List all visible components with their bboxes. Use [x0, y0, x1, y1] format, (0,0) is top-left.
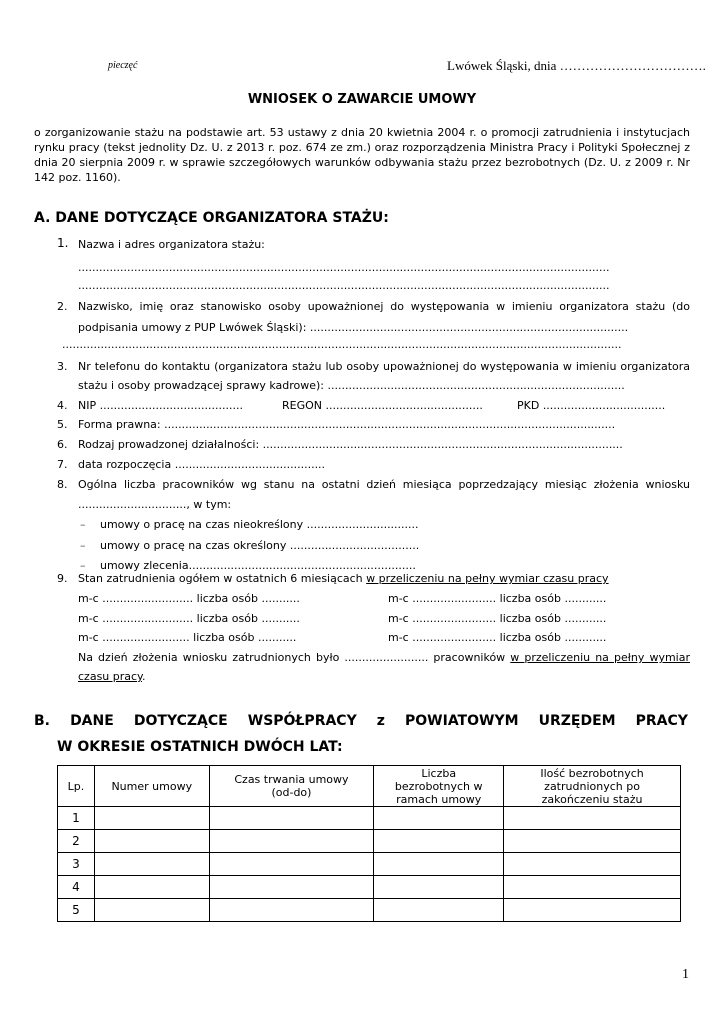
stamp-label: pieczęć [108, 60, 138, 71]
row-number: 2 [58, 830, 95, 853]
table-cell[interactable] [209, 830, 374, 853]
item-8-line-1: Ogólna liczba pracowników wg stanu na ostatni dzień miesiąca poprzedzający miesiąc złożenia wniosku [78, 478, 690, 491]
table-cell[interactable] [209, 876, 374, 899]
item-3-line-2: stażu i osoby prowadzącej sprawy kadrowe): ..................................................................................... [78, 379, 625, 392]
column-header-contract-number: Numer umowy [94, 766, 209, 807]
item-1-line-2: ........................................................................................................................................................ [78, 279, 610, 292]
section-a-title: A. DANE DOTYCZĄCE ORGANIZATORA STAŻU: [34, 210, 389, 226]
table-row [58, 807, 681, 830]
item-3-line-1: Nr telefonu do kontaktu (organizatora stażu lub osoby upoważnionej do występowania w imieniu organizatora [78, 360, 690, 373]
table-cell[interactable] [374, 807, 504, 830]
item-9-number: 9. [57, 572, 68, 585]
employment-row-right-1: m-c ........................ liczba osób ............ [388, 592, 607, 605]
item-2-line-2: podpisania umowy z PUP Lwówek Śląski): ........................................................................................... [78, 321, 629, 334]
employment-row-left-3: m-c ......................... liczba osób ........... [78, 631, 297, 644]
section-b-title-line-2: W OKRESIE OSTATNICH DWÓCH LAT: [57, 739, 343, 755]
legal-form-field: Forma prawna: ................................................................................................................................. [78, 418, 616, 431]
employment-row-right-3: m-c ........................ liczba osób ............ [388, 631, 607, 644]
item-2-line-1: Nazwisko, imię oraz stanowisko osoby upoważnionej do występowania w imieniu organizatora stażu (do [78, 300, 690, 313]
row-number: 1 [58, 807, 95, 830]
table-cell[interactable] [94, 853, 209, 876]
regon-field: REGON ............................................. [282, 399, 483, 412]
indefinite-contracts-field: umowy o pracę na czas nieokreślony ................................ [100, 518, 419, 531]
item-4-number: 4. [57, 399, 68, 412]
place-date-line: Lwówek Śląski, dnia ……………………………. [447, 58, 706, 73]
dash-2: – [80, 539, 86, 552]
item-6-number: 6. [57, 438, 68, 451]
employment-row-right-2: m-c ........................ liczba osób ............ [388, 612, 607, 625]
table-cell[interactable] [94, 899, 209, 922]
table-cell[interactable] [504, 899, 681, 922]
employment-row-left-1: m-c .......................... liczba osób ........... [78, 592, 300, 605]
item-9-lead: Stan zatrudnienia ogółem w ostatnich 6 miesiącach w przeliczeniu na pełny wymiar czasu pracy [78, 572, 609, 585]
item-1-line-1: ........................................................................................................................................................ [78, 261, 610, 274]
table-cell[interactable] [209, 807, 374, 830]
item-5-number: 5. [57, 418, 68, 431]
dash-1: – [80, 518, 86, 531]
table-cell[interactable] [374, 830, 504, 853]
pkd-field: PKD ................................... [517, 399, 666, 412]
table-cell[interactable] [209, 853, 374, 876]
table-cell[interactable] [94, 807, 209, 830]
column-header-unemployed-count: Liczba bezrobotnych w ramach umowy [374, 766, 504, 807]
application-date-employment: Na dzień złożenia wniosku zatrudnionych było ........................ pracowników w przeliczeniu na pełny wymiar [78, 651, 690, 664]
dash-3: – [80, 559, 86, 572]
business-activity-field: Rodzaj prowadzonej działalności: ....................................................................................................... [78, 438, 623, 451]
item-3-number: 3. [57, 360, 68, 373]
table-cell[interactable] [374, 899, 504, 922]
civil-contracts-field: umowy zlecenia................................................................. [100, 559, 416, 572]
row-number: 3 [58, 853, 95, 876]
nip-field: NIP ......................................... [78, 399, 243, 412]
document-title: WNIOSEK O ZAWARCIE UMOWY [247, 92, 477, 107]
column-header-lp: Lp. [58, 766, 95, 807]
employment-row-left-2: m-c .......................... liczba osób ........... [78, 612, 300, 625]
table-row [58, 853, 681, 876]
start-date-field: data rozpoczęcia ........................................... [78, 458, 326, 471]
table-cell[interactable] [374, 853, 504, 876]
item-1-number: 1. [57, 236, 69, 250]
table-cell[interactable] [504, 853, 681, 876]
application-date-employment-cont: czasu pracy. [78, 670, 146, 683]
table-row [58, 830, 681, 853]
item-2-line-3: ................................................................................................................................................................ [62, 338, 622, 351]
fixed-term-contracts-field: umowy o pracę na czas określony ..................................... [100, 539, 420, 552]
table-row [58, 876, 681, 899]
table-row [58, 899, 681, 922]
row-number: 4 [58, 876, 95, 899]
row-number: 5 [58, 899, 95, 922]
page-number: 1 [682, 967, 689, 982]
section-b-title-line-1: B. DANE DOTYCZĄCE WSPÓŁPRACY z POWIATOWYM URZĘDEM PRACY [34, 713, 688, 729]
table-cell[interactable] [504, 807, 681, 830]
table-cell[interactable] [374, 876, 504, 899]
table-cell[interactable] [94, 876, 209, 899]
intro-paragraph: o zorganizowanie stażu na podstawie art. 53 ustawy z dnia 20 kwietnia 2004 r. o promocji zatrudnienia i instytucjach rynku pracy (tekst jednolity Dz. U. z 2013 r. poz. 674 ze zm.) oraz rozporządzenia Ministra Pracy i Polityki Społecznej z dnia 20 sierpnia 2009 r. w sprawie szczegółowych warunków odbywania stażu przez bezrobotnych (Dz. U. z 2009 r. Nr 142 poz. 1160). [34, 126, 690, 184]
item-7-number: 7. [57, 458, 68, 471]
table-cell[interactable] [504, 876, 681, 899]
item-1-label: Nazwa i adres organizatora stażu: [78, 238, 265, 251]
table-cell[interactable] [94, 830, 209, 853]
column-header-contract-duration: Czas trwania umowy (od-do) [209, 766, 374, 807]
column-header-hired-after-internship: Ilość bezrobotnych zatrudnionych po zakończeniu stażu [504, 766, 681, 807]
item-2-number: 2. [57, 300, 68, 313]
item-8-number: 8. [57, 478, 68, 491]
table-cell[interactable] [504, 830, 681, 853]
item-8-line-2: ..............................., w tym: [78, 498, 232, 511]
cooperation-table [57, 765, 681, 922]
table-cell[interactable] [209, 899, 374, 922]
